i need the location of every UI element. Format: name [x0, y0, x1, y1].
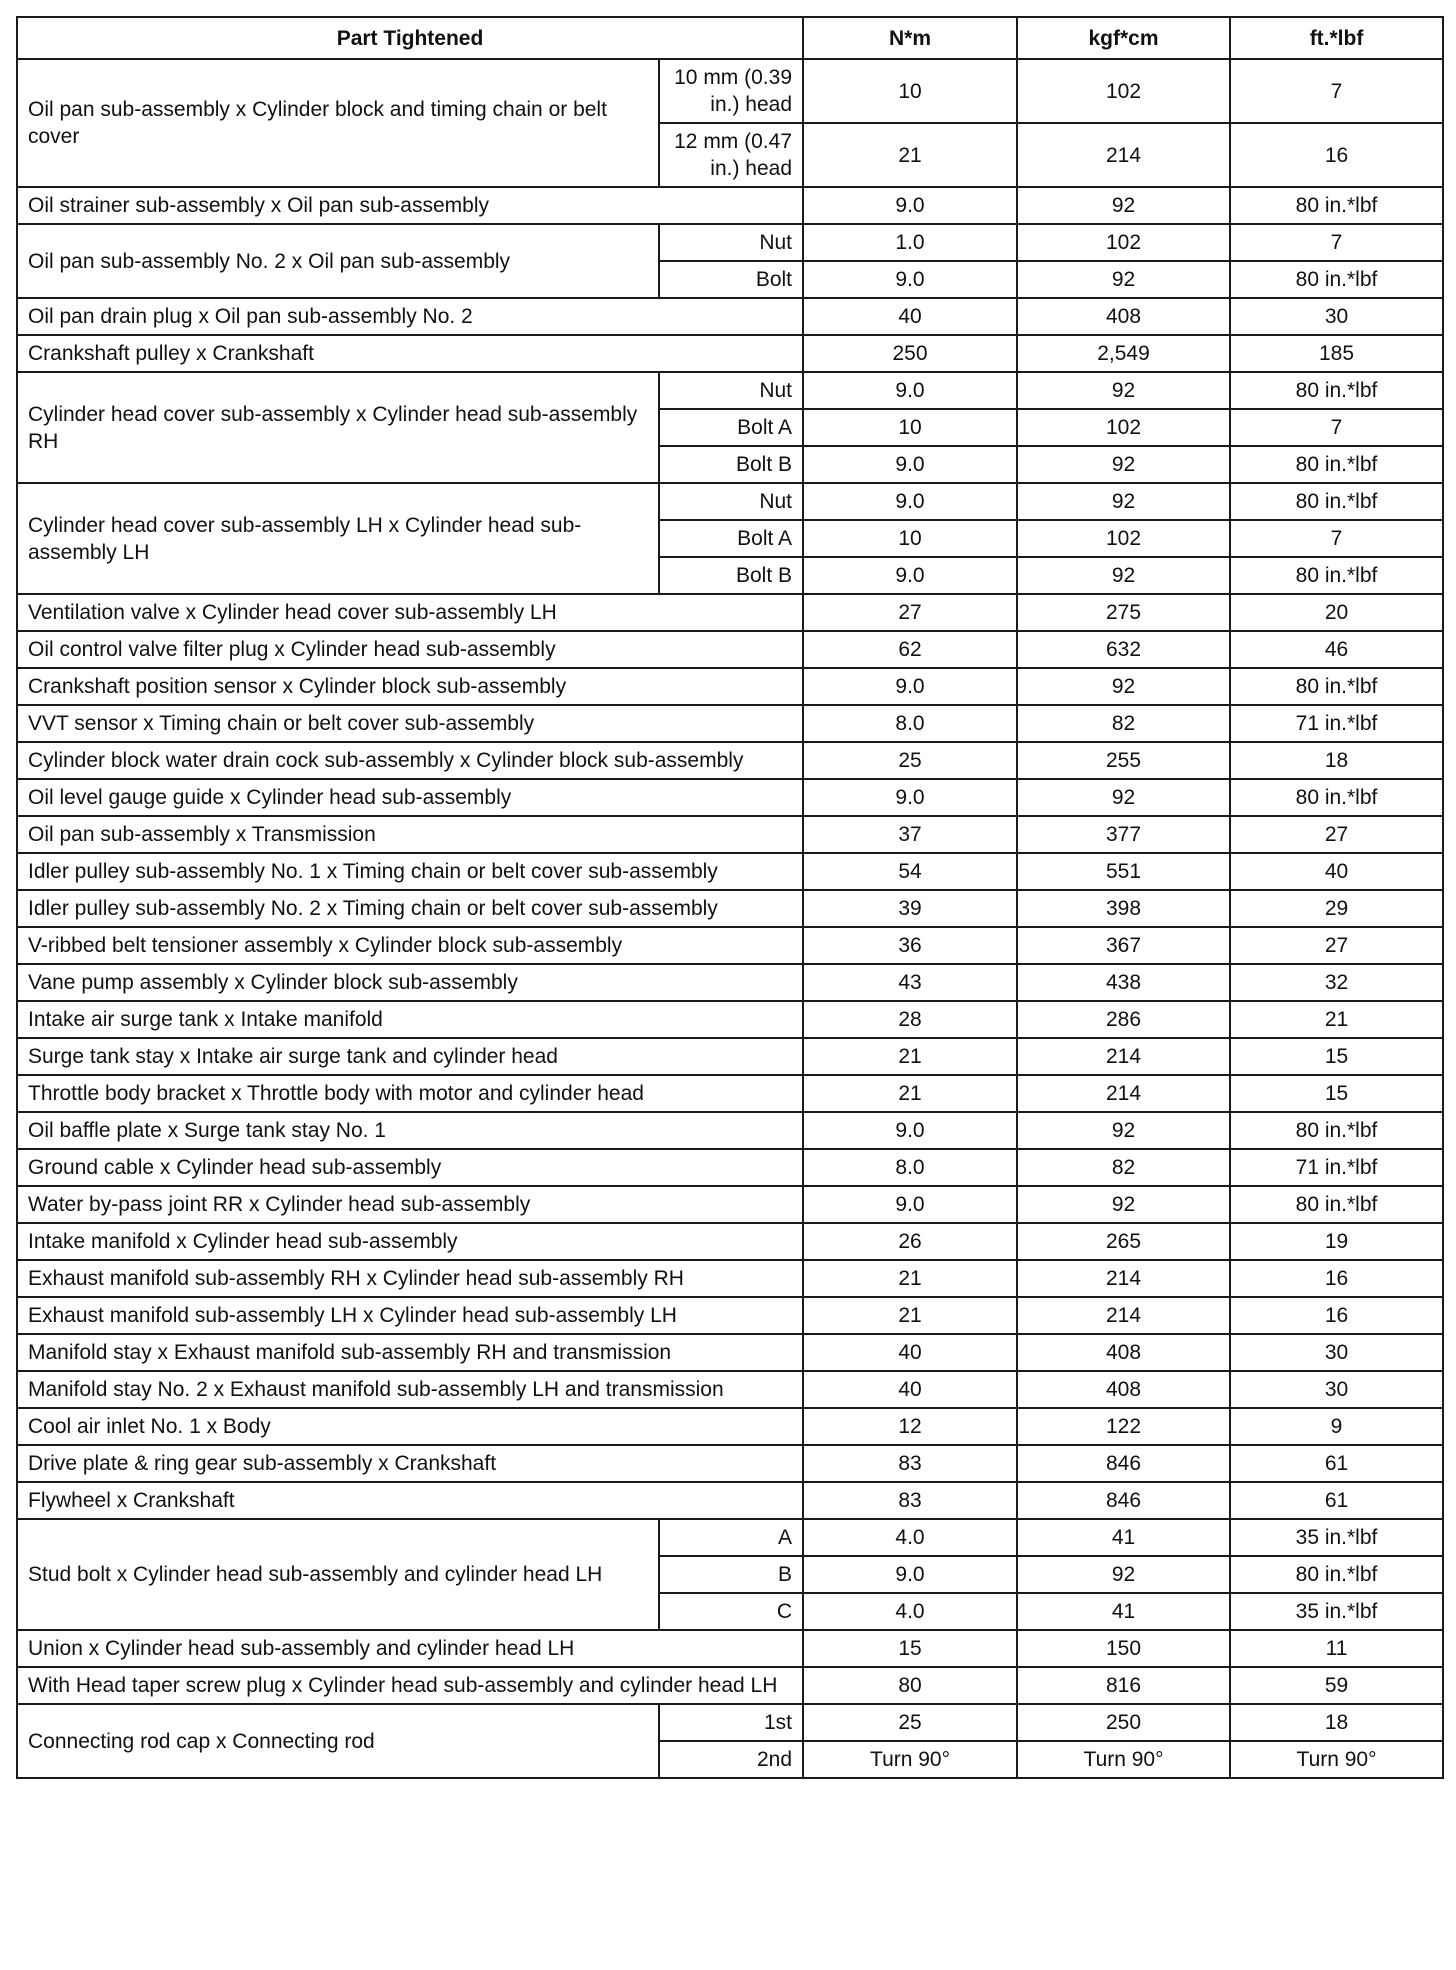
- value-kgf-cm: 102: [1017, 409, 1230, 446]
- value-kgf-cm: 92: [1017, 483, 1230, 520]
- table-row: [17, 59, 1443, 123]
- value-kgf-cm: 41: [1017, 1593, 1230, 1630]
- torque-spec-table: [16, 16, 1444, 1779]
- part-name: Intake air surge tank x Intake manifold: [17, 1001, 803, 1038]
- sub-condition: Bolt: [659, 261, 803, 298]
- table-row: [17, 816, 1443, 853]
- value-nm: 9.0: [803, 261, 1017, 298]
- value-kgf-cm: 2,549: [1017, 335, 1230, 372]
- value-kgf-cm: 82: [1017, 1149, 1230, 1186]
- value-ft-lbf: 18: [1230, 1704, 1443, 1741]
- table-row: [17, 1371, 1443, 1408]
- value-nm: 8.0: [803, 705, 1017, 742]
- part-name: Oil control valve filter plug x Cylinder head sub-assembly: [17, 631, 803, 668]
- value-ft-lbf: 80 in.*lbf: [1230, 1556, 1443, 1593]
- value-ft-lbf: 61: [1230, 1482, 1443, 1519]
- part-name: Oil level gauge guide x Cylinder head sub-assembly: [17, 779, 803, 816]
- part-name: Cylinder head cover sub-assembly x Cylinder head sub-assembly RH: [17, 372, 659, 483]
- sub-condition: 1st: [659, 1704, 803, 1741]
- part-name: Connecting rod cap x Connecting rod: [17, 1704, 659, 1778]
- part-name: Idler pulley sub-assembly No. 2 x Timing chain or belt cover sub-assembly: [17, 890, 803, 927]
- value-nm: 26: [803, 1223, 1017, 1260]
- table-row: [17, 1149, 1443, 1186]
- part-name: Crankshaft pulley x Crankshaft: [17, 335, 803, 372]
- table-row: [17, 1445, 1443, 1482]
- value-kgf-cm: 265: [1017, 1223, 1230, 1260]
- table-row: [17, 705, 1443, 742]
- table-row: [17, 890, 1443, 927]
- table-body: [17, 59, 1443, 1778]
- table-row: [17, 927, 1443, 964]
- sub-condition: Nut: [659, 224, 803, 261]
- value-nm: 54: [803, 853, 1017, 890]
- part-name: With Head taper screw plug x Cylinder head sub-assembly and cylinder head LH: [17, 1667, 803, 1704]
- value-nm: 4.0: [803, 1593, 1017, 1630]
- value-ft-lbf: 30: [1230, 1371, 1443, 1408]
- part-name: Intake manifold x Cylinder head sub-assembly: [17, 1223, 803, 1260]
- value-ft-lbf: 7: [1230, 59, 1443, 123]
- value-ft-lbf: 9: [1230, 1408, 1443, 1445]
- value-kgf-cm: 250: [1017, 1704, 1230, 1741]
- part-name: VVT sensor x Timing chain or belt cover sub-assembly: [17, 705, 803, 742]
- value-ft-lbf: 59: [1230, 1667, 1443, 1704]
- value-nm: 10: [803, 520, 1017, 557]
- part-name: Vane pump assembly x Cylinder block sub-assembly: [17, 964, 803, 1001]
- part-name: Cylinder block water drain cock sub-assembly x Cylinder block sub-assembly: [17, 742, 803, 779]
- part-name: Manifold stay No. 2 x Exhaust manifold sub-assembly LH and transmission: [17, 1371, 803, 1408]
- value-ft-lbf: 80 in.*lbf: [1230, 446, 1443, 483]
- part-name: V-ribbed belt tensioner assembly x Cylinder block sub-assembly: [17, 927, 803, 964]
- value-kgf-cm: 92: [1017, 1556, 1230, 1593]
- value-nm: 39: [803, 890, 1017, 927]
- value-ft-lbf: 7: [1230, 520, 1443, 557]
- value-nm: 9.0: [803, 1556, 1017, 1593]
- table-row: [17, 187, 1443, 224]
- header-kgf-cm: kgf*cm: [1017, 17, 1230, 59]
- part-name: Drive plate & ring gear sub-assembly x Crankshaft: [17, 1445, 803, 1482]
- value-kgf-cm: 214: [1017, 123, 1230, 187]
- part-name: Exhaust manifold sub-assembly RH x Cylinder head sub-assembly RH: [17, 1260, 803, 1297]
- sub-condition: Bolt B: [659, 557, 803, 594]
- value-nm: 80: [803, 1667, 1017, 1704]
- value-nm: 10: [803, 59, 1017, 123]
- value-ft-lbf: 80 in.*lbf: [1230, 483, 1443, 520]
- sub-condition: 2nd: [659, 1741, 803, 1778]
- table-row: [17, 1667, 1443, 1704]
- value-nm: 25: [803, 1704, 1017, 1741]
- table-row: [17, 1112, 1443, 1149]
- table-row: [17, 1704, 1443, 1741]
- value-ft-lbf: Turn 90°: [1230, 1741, 1443, 1778]
- value-nm: 40: [803, 1371, 1017, 1408]
- value-kgf-cm: 92: [1017, 446, 1230, 483]
- value-kgf-cm: 551: [1017, 853, 1230, 890]
- table-row: [17, 742, 1443, 779]
- value-nm: 21: [803, 1075, 1017, 1112]
- value-ft-lbf: 16: [1230, 1260, 1443, 1297]
- value-kgf-cm: 92: [1017, 1186, 1230, 1223]
- part-name: Throttle body bracket x Throttle body with motor and cylinder head: [17, 1075, 803, 1112]
- value-kgf-cm: 92: [1017, 779, 1230, 816]
- value-nm: 43: [803, 964, 1017, 1001]
- value-kgf-cm: 398: [1017, 890, 1230, 927]
- value-nm: 9.0: [803, 1112, 1017, 1149]
- value-ft-lbf: 15: [1230, 1038, 1443, 1075]
- value-ft-lbf: 16: [1230, 123, 1443, 187]
- table-row: [17, 1408, 1443, 1445]
- value-nm: 37: [803, 816, 1017, 853]
- value-ft-lbf: 71 in.*lbf: [1230, 705, 1443, 742]
- value-nm: 9.0: [803, 187, 1017, 224]
- sub-condition: Bolt B: [659, 446, 803, 483]
- value-nm: 9.0: [803, 483, 1017, 520]
- value-kgf-cm: 214: [1017, 1075, 1230, 1112]
- table-row: [17, 1038, 1443, 1075]
- part-name: Ground cable x Cylinder head sub-assembly: [17, 1149, 803, 1186]
- table-row: [17, 1519, 1443, 1556]
- header-part-tightened: Part Tightened: [17, 17, 803, 59]
- value-ft-lbf: 16: [1230, 1297, 1443, 1334]
- value-kgf-cm: 92: [1017, 372, 1230, 409]
- value-kgf-cm: 377: [1017, 816, 1230, 853]
- value-ft-lbf: 35 in.*lbf: [1230, 1519, 1443, 1556]
- value-kgf-cm: 214: [1017, 1297, 1230, 1334]
- value-nm: 21: [803, 123, 1017, 187]
- table-row: [17, 483, 1443, 520]
- header-ft-lbf: ft.*lbf: [1230, 17, 1443, 59]
- value-ft-lbf: 20: [1230, 594, 1443, 631]
- value-nm: 28: [803, 1001, 1017, 1038]
- value-ft-lbf: 185: [1230, 335, 1443, 372]
- sub-condition: Nut: [659, 483, 803, 520]
- table-row: [17, 1186, 1443, 1223]
- value-ft-lbf: 40: [1230, 853, 1443, 890]
- sub-condition: Nut: [659, 372, 803, 409]
- value-ft-lbf: 80 in.*lbf: [1230, 779, 1443, 816]
- value-ft-lbf: 30: [1230, 1334, 1443, 1371]
- value-nm: 62: [803, 631, 1017, 668]
- sub-condition: Bolt A: [659, 409, 803, 446]
- value-nm: 40: [803, 1334, 1017, 1371]
- value-nm: 9.0: [803, 668, 1017, 705]
- value-ft-lbf: 7: [1230, 409, 1443, 446]
- value-ft-lbf: 80 in.*lbf: [1230, 1112, 1443, 1149]
- value-nm: 9.0: [803, 779, 1017, 816]
- value-ft-lbf: 7: [1230, 224, 1443, 261]
- table-row: [17, 1001, 1443, 1038]
- value-nm: 21: [803, 1038, 1017, 1075]
- part-name: Surge tank stay x Intake air surge tank and cylinder head: [17, 1038, 803, 1075]
- value-kgf-cm: 150: [1017, 1630, 1230, 1667]
- value-nm: 9.0: [803, 446, 1017, 483]
- value-nm: 27: [803, 594, 1017, 631]
- value-ft-lbf: 19: [1230, 1223, 1443, 1260]
- part-name: Flywheel x Crankshaft: [17, 1482, 803, 1519]
- part-name: Oil pan drain plug x Oil pan sub-assembly No. 2: [17, 298, 803, 335]
- value-nm: 1.0: [803, 224, 1017, 261]
- table-row: [17, 335, 1443, 372]
- value-ft-lbf: 18: [1230, 742, 1443, 779]
- value-ft-lbf: 71 in.*lbf: [1230, 1149, 1443, 1186]
- table-row: [17, 1630, 1443, 1667]
- part-name: Oil pan sub-assembly No. 2 x Oil pan sub-assembly: [17, 224, 659, 298]
- value-nm: 83: [803, 1445, 1017, 1482]
- value-kgf-cm: 846: [1017, 1445, 1230, 1482]
- value-kgf-cm: 632: [1017, 631, 1230, 668]
- part-name: Stud bolt x Cylinder head sub-assembly and cylinder head LH: [17, 1519, 659, 1630]
- sub-condition: 10 mm (0.39 in.) head: [659, 59, 803, 123]
- value-nm: 9.0: [803, 557, 1017, 594]
- table-row: [17, 1260, 1443, 1297]
- value-kgf-cm: 92: [1017, 187, 1230, 224]
- value-nm: 40: [803, 298, 1017, 335]
- sub-condition: Bolt A: [659, 520, 803, 557]
- value-kgf-cm: 122: [1017, 1408, 1230, 1445]
- part-name: Manifold stay x Exhaust manifold sub-assembly RH and transmission: [17, 1334, 803, 1371]
- part-name: Cylinder head cover sub-assembly LH x Cylinder head sub-assembly LH: [17, 483, 659, 594]
- value-kgf-cm: 92: [1017, 261, 1230, 298]
- part-name: Idler pulley sub-assembly No. 1 x Timing chain or belt cover sub-assembly: [17, 853, 803, 890]
- table-row: [17, 668, 1443, 705]
- part-name: Crankshaft position sensor x Cylinder block sub-assembly: [17, 668, 803, 705]
- part-name: Oil pan sub-assembly x Transmission: [17, 816, 803, 853]
- table-row: [17, 631, 1443, 668]
- value-ft-lbf: 80 in.*lbf: [1230, 557, 1443, 594]
- value-nm: 9.0: [803, 1186, 1017, 1223]
- value-ft-lbf: 61: [1230, 1445, 1443, 1482]
- table-row: [17, 224, 1443, 261]
- value-ft-lbf: 80 in.*lbf: [1230, 1186, 1443, 1223]
- value-nm: Turn 90°: [803, 1741, 1017, 1778]
- value-kgf-cm: 92: [1017, 557, 1230, 594]
- value-kgf-cm: 102: [1017, 224, 1230, 261]
- sub-condition: C: [659, 1593, 803, 1630]
- value-nm: 21: [803, 1260, 1017, 1297]
- value-ft-lbf: 30: [1230, 298, 1443, 335]
- part-name: Union x Cylinder head sub-assembly and cylinder head LH: [17, 1630, 803, 1667]
- value-kgf-cm: 255: [1017, 742, 1230, 779]
- value-kgf-cm: 408: [1017, 298, 1230, 335]
- value-kgf-cm: 92: [1017, 668, 1230, 705]
- value-ft-lbf: 80 in.*lbf: [1230, 372, 1443, 409]
- value-ft-lbf: 80 in.*lbf: [1230, 261, 1443, 298]
- table-row: [17, 594, 1443, 631]
- value-kgf-cm: Turn 90°: [1017, 1741, 1230, 1778]
- header-nm: N*m: [803, 17, 1017, 59]
- value-nm: 25: [803, 742, 1017, 779]
- torque-spec-document: [16, 16, 1444, 1779]
- value-nm: 4.0: [803, 1519, 1017, 1556]
- part-name: Ventilation valve x Cylinder head cover sub-assembly LH: [17, 594, 803, 631]
- table-row: [17, 298, 1443, 335]
- value-ft-lbf: 35 in.*lbf: [1230, 1593, 1443, 1630]
- value-kgf-cm: 408: [1017, 1334, 1230, 1371]
- value-kgf-cm: 275: [1017, 594, 1230, 631]
- table-row: [17, 964, 1443, 1001]
- value-ft-lbf: 80 in.*lbf: [1230, 187, 1443, 224]
- value-kgf-cm: 82: [1017, 705, 1230, 742]
- value-ft-lbf: 32: [1230, 964, 1443, 1001]
- value-kgf-cm: 408: [1017, 1371, 1230, 1408]
- value-kgf-cm: 816: [1017, 1667, 1230, 1704]
- value-kgf-cm: 102: [1017, 520, 1230, 557]
- part-name: Oil baffle plate x Surge tank stay No. 1: [17, 1112, 803, 1149]
- part-name: Exhaust manifold sub-assembly LH x Cylinder head sub-assembly LH: [17, 1297, 803, 1334]
- value-nm: 10: [803, 409, 1017, 446]
- value-kgf-cm: 214: [1017, 1260, 1230, 1297]
- value-ft-lbf: 46: [1230, 631, 1443, 668]
- value-kgf-cm: 286: [1017, 1001, 1230, 1038]
- value-kgf-cm: 102: [1017, 59, 1230, 123]
- value-kgf-cm: 438: [1017, 964, 1230, 1001]
- table-header-row: [17, 17, 1443, 59]
- value-ft-lbf: 11: [1230, 1630, 1443, 1667]
- table-row: [17, 1223, 1443, 1260]
- value-nm: 83: [803, 1482, 1017, 1519]
- part-name: Water by-pass joint RR x Cylinder head sub-assembly: [17, 1186, 803, 1223]
- value-ft-lbf: 29: [1230, 890, 1443, 927]
- value-ft-lbf: 15: [1230, 1075, 1443, 1112]
- sub-condition: 12 mm (0.47 in.) head: [659, 123, 803, 187]
- table-row: [17, 1075, 1443, 1112]
- value-kgf-cm: 41: [1017, 1519, 1230, 1556]
- table-row: [17, 1482, 1443, 1519]
- table-row: [17, 372, 1443, 409]
- value-kgf-cm: 367: [1017, 927, 1230, 964]
- value-kgf-cm: 846: [1017, 1482, 1230, 1519]
- value-nm: 12: [803, 1408, 1017, 1445]
- value-nm: 21: [803, 1297, 1017, 1334]
- table-row: [17, 1297, 1443, 1334]
- table-row: [17, 1334, 1443, 1371]
- value-ft-lbf: 21: [1230, 1001, 1443, 1038]
- part-name: Cool air inlet No. 1 x Body: [17, 1408, 803, 1445]
- value-kgf-cm: 92: [1017, 1112, 1230, 1149]
- value-kgf-cm: 214: [1017, 1038, 1230, 1075]
- table-row: [17, 779, 1443, 816]
- value-nm: 15: [803, 1630, 1017, 1667]
- table-row: [17, 853, 1443, 890]
- value-ft-lbf: 27: [1230, 927, 1443, 964]
- value-ft-lbf: 80 in.*lbf: [1230, 668, 1443, 705]
- value-nm: 36: [803, 927, 1017, 964]
- value-nm: 8.0: [803, 1149, 1017, 1186]
- value-nm: 9.0: [803, 372, 1017, 409]
- sub-condition: B: [659, 1556, 803, 1593]
- value-nm: 250: [803, 335, 1017, 372]
- part-name: Oil strainer sub-assembly x Oil pan sub-assembly: [17, 187, 803, 224]
- value-ft-lbf: 27: [1230, 816, 1443, 853]
- part-name: Oil pan sub-assembly x Cylinder block and timing chain or belt cover: [17, 59, 659, 187]
- sub-condition: A: [659, 1519, 803, 1556]
